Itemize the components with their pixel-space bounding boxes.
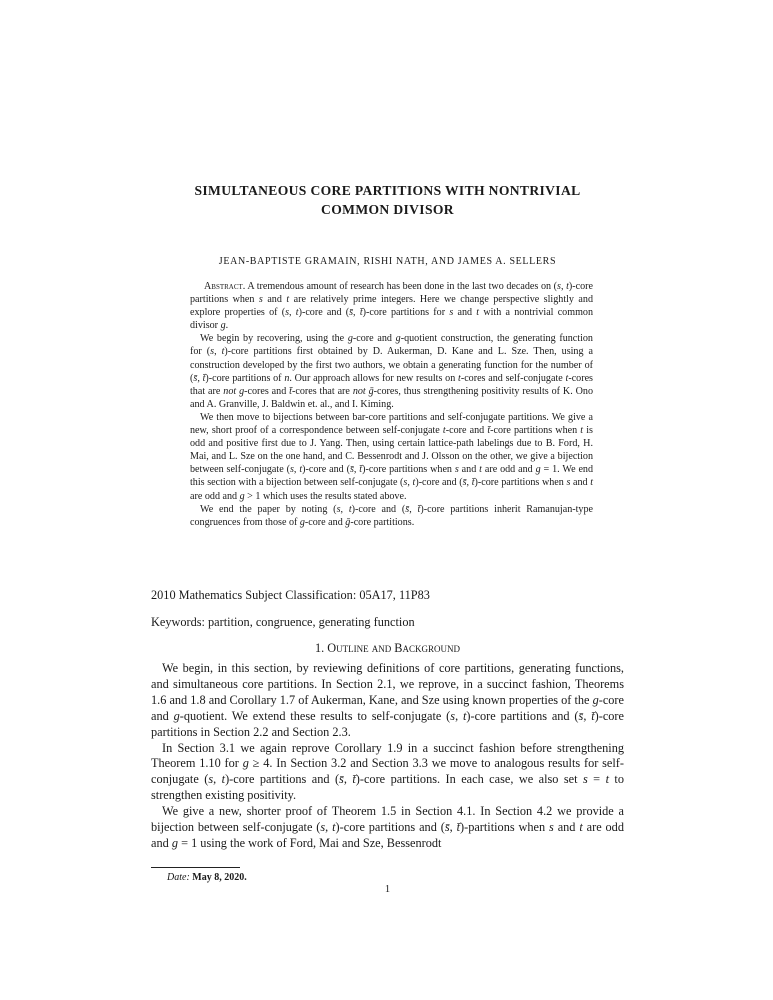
section-heading — [151, 641, 624, 656]
abstract-paragraph-3: We then move to bijections between bar-core partitions and self-conjugate partitions. We give a new, short proof of a correspondence between self-conjugate t-core and t̄-core partitions when t is odd and positive first due to J. Yang. Then, using certain lattice-path labelings due to B. Ford, H. Mai, and L. Sze on the one hand, and C. Bessenrodt and J. Olsson on the other, we give a bijection between self-conjugate (s, t)-core and (s̄, t̄)-core partitions when s and t are odd and g = 1. We end this section with a bijection between self-conjugate (s, t)-core and (s̄, t̄)-core partitions when s and t are odd and g > 1 which uses the results stated above. — [190, 411, 594, 502]
authors-line: JEAN-BAPTISTE GRAMAIN, RISHI NATH, AND JAMES A. SELLERS — [218, 256, 557, 267]
paper-title — [151, 181, 624, 219]
title-block — [151, 181, 624, 267]
date-line — [151, 872, 624, 883]
abstract-paragraph-1-text: A tremendous amount of research has been done in the last two decades on (s, t)-core partitions when s and t are relatively prime integers. Here we change perspective slightly and explore properties of (s, t)-core and (s̄, t̄)-core partitions for s and t with a nontrivial common divisor g. — [190, 281, 594, 332]
date-label: Date: — [167, 872, 190, 883]
footnote-rule — [151, 867, 240, 868]
abstract-paragraph-1 — [190, 280, 593, 332]
page-number: 1 — [384, 884, 391, 895]
body-paragraph-1: We begin, in this section, by reviewing definitions of core partitions, generating functions, and simultaneous core partitions. In Section 2.1, we reprove, in a succinct fashion, Theorems 1.6 and 1.8 and Corollary 1.7 of Aukerman, Kane, and Sze using known properties of the g-core and g-quotient. We extend these results to self-conjugate (s, t)-core partitions and (s̄, t̄)-core partitions in Section 2.2 and Section 2.3. — [151, 661, 624, 739]
body-paragraph-2: In Section 3.1 we again reprove Corollary 1.9 in a succinct fashion before strengthening Theorem 1.10 for g ≥ 4. In Section 3.2 and Section 3.3 we move to analogous results for self-conjugate (s, t)-core partitions and (s̄, t̄)-core partitions. In each case, we also set s = t to strengthen existing positivity. — [151, 740, 624, 803]
abstract-paragraph-2: We begin by recovering, using the g-core and g-quotient construction, the generating function for (s, t)-core partitions first obtained by D. Aukerman, D. Kane and L. Sze. Then, using a construction developed by the first two authors, we obtain a generating function for the number of (s̄, t̄)-core partitions of n. Our approach allows for new results on t-cores and self-conjugate t-cores that are not g-cores and t̄-cores that are not ḡ-cores, thus strengthening positivity results of K. Ono and A. Granville, J. Baldwin et. al., and I. Kiming. — [190, 333, 594, 410]
msc-line: 2010 Mathematics Subject Classification: 05A17, 11P83 — [151, 588, 430, 602]
date-value: May 8, 2020. — [192, 872, 247, 883]
body-text — [151, 661, 624, 852]
paper-title-line-1: SIMULTANEOUS CORE PARTITIONS WITH NONTRIVIAL — [194, 183, 581, 198]
abstract-paragraph-4: We end the paper by noting (s, t)-core and (s̄, t̄)-core partitions inherit Ramanujan-type congruences from those of g-core and ḡ-core partitions. — [190, 503, 594, 528]
section-number: 1. — [314, 641, 325, 655]
paper-title-line-2: COMMON DIVISOR — [321, 202, 454, 217]
abstract-section — [151, 280, 624, 529]
body-paragraph-3: We give a new, shorter proof of Theorem 1.5 in Section 4.1. In Section 4.2 we provide a bijection between self-conjugate (s, t)-core partitions and (s̄, t̄)-partitions when s and t are odd and g = 1 using the work of Ford, Mai and Sze, Bessenrodt — [151, 804, 624, 850]
abstract-label: Abstract. — [204, 281, 246, 292]
section-title: Outline and Background — [327, 641, 461, 655]
keywords-line: Keywords: partition, congruence, generating function — [151, 615, 415, 629]
